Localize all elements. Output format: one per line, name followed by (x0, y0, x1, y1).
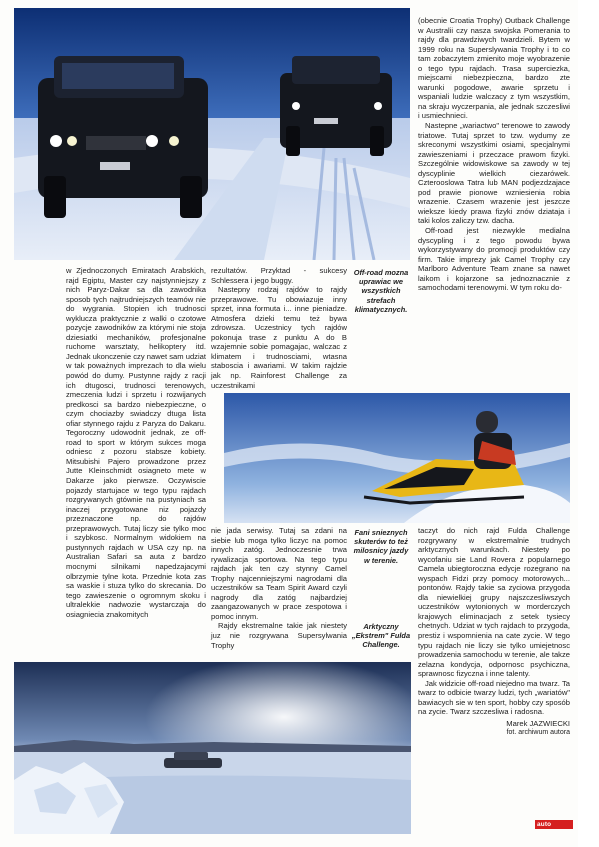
column-right-top (418, 16, 570, 388)
byline (418, 719, 570, 738)
paragraph: Off-road jest niezwykle medialna dyscypling i z tego powodu bywa wykorzystywany do promocji produktów czy firm. Takie imprezy jak Camel Trophy czy Marlboro Adventure Team znane sa nawet laikom i kojarzone sa jednoznacznie z samochodami terenowymi. W tym roku do- (418, 226, 570, 293)
caption-snowmobile: Fani snieznych skuterów to też milosnicy jazdy w terenie. (353, 528, 409, 565)
photo-suvs-on-ice (14, 8, 410, 260)
paragraph: Nastepne „wariactwo" terenowe to zawody triatowe. Tutaj sprzet to tzw. wydumy ze skreconymi wszystkimi osiami, specjalnymi zawieszeniami i przeczace prawom fizyki. Szczególnie widowiskowe sa zawody w tej dyscyplinie wielkich ciezarówek. Czterooslowa Tatra lub MAN podjezdzajace pod prawie pionowe wzniesienia robia wrazenie. Czasem wrazenie jest jeszcze wieksze kiedy prawa fizyki znów dziatajа i taki kolos zaliczy tzw. dacha. (418, 121, 570, 226)
page-margin (578, 0, 599, 847)
column-right-bottom (418, 526, 570, 816)
photo-credit: fot. archiwum autora (506, 729, 570, 737)
paragraph: Jak widzicie off-road niejedno ma twarz. Ta twarz to odbicie twarzy ludzi, tych „wariatów" bawiacych sie w ten sport, hobby czy sposób na zycie. Twarz szczesliwa i radosna. (418, 678, 570, 717)
photo-snowmobile (224, 393, 570, 523)
author-name: Marek JAZWIECKI (506, 718, 570, 728)
caption-climate: Off-road mozna uprawiac we wszystkich strefach klimatycznych. (353, 268, 409, 314)
caption-arctic: Arktyczny „Ekstrem" Fulda Challenge. (351, 622, 411, 650)
paragraph: nie jada serwisy. Tutaj sa zdani na siebie lub moga tylko liczyc na pomoc innych zatóg. Jednoczesnie trwa rywalizacja sportowa. Na tego typu rajdach jak ten czy stynny Camel Trophy najcenniejszymi nagrodami dla uczestników sa Team Spirit Award czyli nagrody dla zatóg najbardziej zaangazowanych w prace zespotowa i pomoc innym. (211, 526, 347, 621)
paragraph: w Zjednoczonych Emiratach Arabskich, rajd Egiptu, Master czy najstynniejszy z nich Paryz-Dakar sa dla zawodnika sposob tych najtrudniejszych teamów nie do wygrania. Stopien ich trudnosci wyklucza praktycznie z walki o czotowe pozycje zawodników za którymi nie stoja dziesiatki mechaników, profesjonalne ruchome warsztaty, helikoptery itd. Jednak ukonczenie czy nawet sam udziat w tak poważnych imprezach to dla wielu powód do dumy. Pustynne rajdy z racji ich dtugosci, trudnosci terenowych, zmeczenia ludzi i sprzetu i rozwijanych predkosci sa bardzo niebezpieczne, o czym chociazby swiadczy dtuga lista ofiar stynnego rajdu z Paryza do Dakaru. Tegoroczny udowodnit jednak, ze off-road to sport w którym sukces moga odniesc z pozoru stabsze kobiety. Mitsubishi Pajero prowadzone przez Jutte Kleinschmidt osiagneto mete w Dakarze jako pierwsze. Oczywiscie pojazdy startujace w tego typu rajdach rozgrywanych gtównie na pustyniach sa inaczej przygotowane niz pojazdy przeznaczone np. do rajdów przeprawowych. Tutaj liczy sie tylko moc i szybkosc. Normalnym widokiem na pustynnych rajdach w USA czy np. na Australian Safari sa auta z bardzo mocnymi silnikami napedzajacymi olbrzymie tylne kota. Przednie kota zas sa waskie i stuza tylko do skrecania. Do tego zawieszenie o ogromnym skoku i ultralekkie nadwozie wystarczaja do osiagniecia znakomitych (66, 266, 206, 619)
photo-arctic-ice (14, 662, 411, 834)
column-middle-top (211, 266, 347, 390)
paragraph: Nastepny rodzaj rajdów to rajdy przeprawowe. Tu obowiazuje inny sprzet, inna formuta i... inne pieniadze. Atmosfera dzieki temu też bywa zdrowsza. Uczestnicy tych rajdów pokonuja trase z punktu A do B wzajemnie sobie pomagajac, walczac z klimatem i trudnosciami, wtasna staboscia i awariami. W takim rajdzie jak np. Rainforest Challenge za uczestnikami (211, 285, 347, 390)
paragraph: taczyt do nich rajd Fulda Challenge rozgrywany w ekstremalnie trudnych arktycznych warunkach. Niestety po wycofaniu sie Land Rovera z popularnego Camela ubiegtoroczna edycje rozegrano na wyspach Fidzi przy pomocy motorowych... pontonów. Rajdy takie sa zyciowa przygoda dla niewielkiej grupy najszczesliwszych uczestników wytonionych w morderczych krajowych eliminacjach z setek tysiecy chetnych. Udziat w tych rajdach to przygoda, prestiz i wspomnienia na cate zycie. W tego typu rajdach nie liczy sie tylko umiejetnosc prowadzenia samochodu w terenie, ale takze zelazna kondycja, odpornosc psychiczna, sprawnosc fizyczna i inne talenty. (418, 526, 570, 679)
column-middle-bottom (211, 526, 347, 662)
magazine-logo: auto (535, 820, 573, 829)
paragraph: Rajdy ekstremalne takie jak niestety juz nie rozgrywana Supersylwania Trophy (211, 621, 347, 650)
paragraph: (obecnie Croatia Trophy) Outback Challenge w Australii czy nasza swojska Pomerania to rajdy dla prawdziwych twardzieli. Bytem w 1999 roku na Superslywania Trophy i to co tam zobaczytem zmienito moje wyobrazenie o tego typu rajdach. Trasa superciezka, miejscami niebezpieczna, bardzo zte warunki pogodowe, awarie sprzetu i wspaniali ludzie walczacy z tym wszystkim, na skraju wyczerpania, ale jednak szczesliwi i usmiechnieci. (418, 16, 570, 121)
paragraph: rezultatów. Przyktad - sukcesy Schlessera i jego buggy. (211, 266, 347, 285)
column-left (66, 266, 206, 642)
